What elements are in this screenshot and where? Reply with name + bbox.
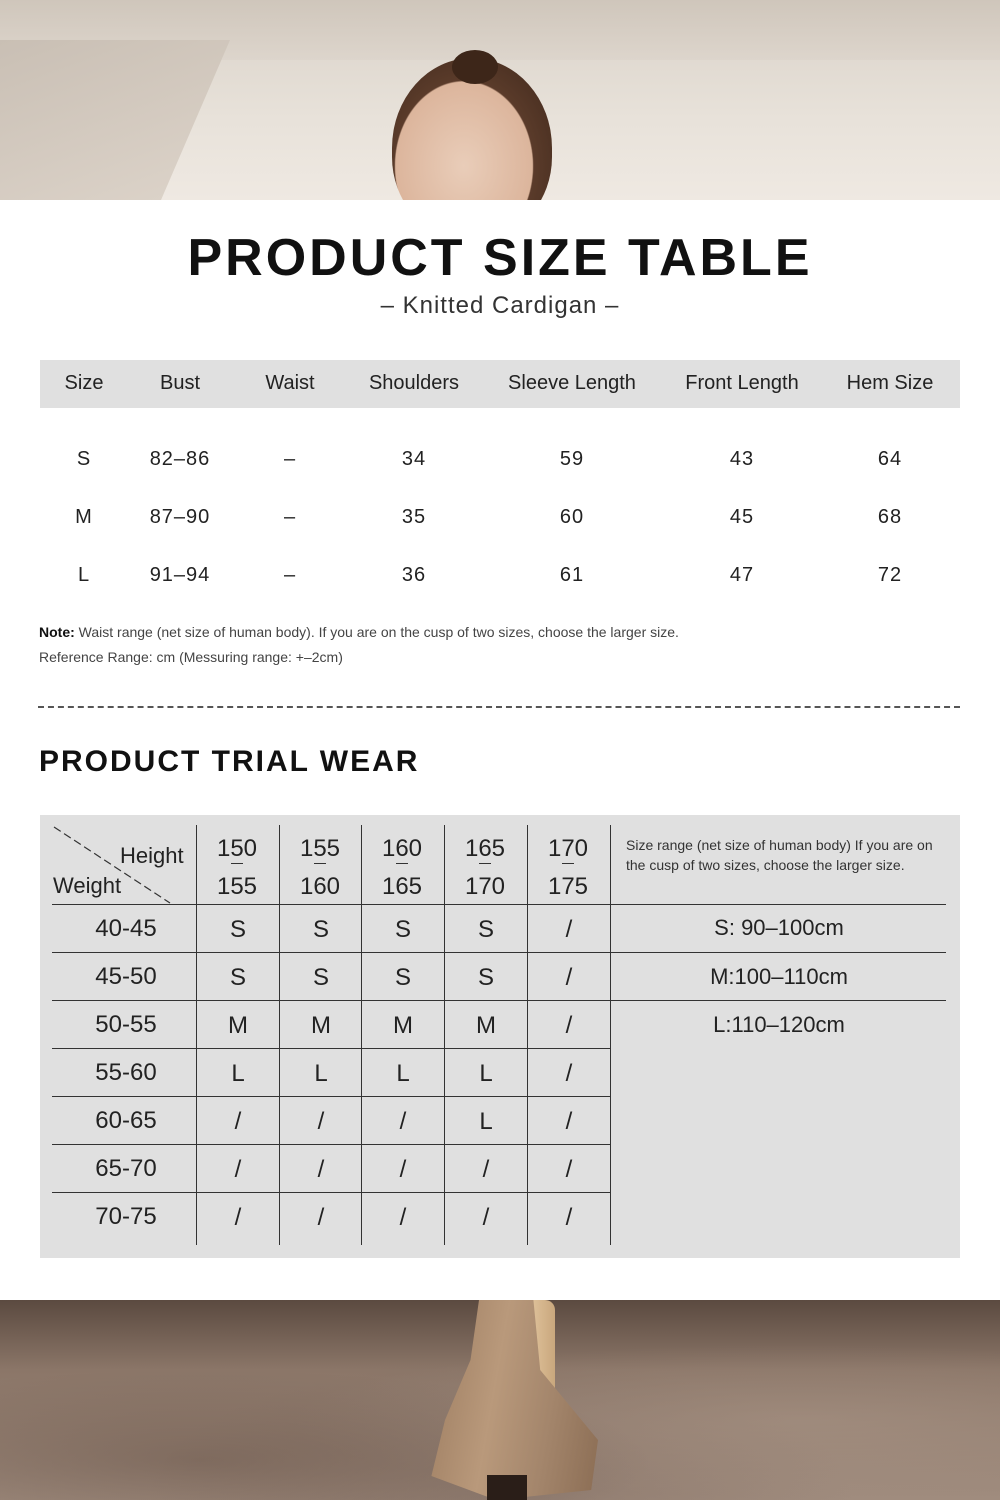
header-hem-size: Hem Size bbox=[846, 372, 934, 394]
height-dash bbox=[479, 863, 491, 864]
size-cell: S bbox=[312, 916, 329, 943]
size-cell: / bbox=[234, 1156, 242, 1183]
cell-sleeve: 61 bbox=[559, 564, 585, 586]
cell-shoulders: 36 bbox=[401, 564, 427, 586]
size-cell: L bbox=[314, 1060, 328, 1087]
size-cell: L bbox=[479, 1060, 493, 1087]
header-shoulders: Shoulders bbox=[368, 372, 460, 394]
size-cell: / bbox=[565, 1156, 573, 1183]
size-cell: M bbox=[393, 1012, 413, 1039]
size-cell: M bbox=[476, 1012, 496, 1039]
weight-label: 50-55 bbox=[95, 1011, 157, 1038]
size-cell: S bbox=[477, 916, 494, 943]
size-note bbox=[39, 624, 679, 640]
size-row-s bbox=[40, 448, 960, 476]
height-165-bottom: 170 bbox=[464, 873, 506, 900]
header-size: Size bbox=[64, 372, 104, 394]
height-150-top: 150 bbox=[216, 835, 258, 862]
size-cell: M bbox=[311, 1012, 331, 1039]
cell-front: 45 bbox=[729, 506, 755, 528]
cell-waist: – bbox=[283, 448, 297, 470]
size-cell: S bbox=[312, 964, 329, 991]
grid-hline bbox=[52, 904, 946, 905]
height-160-top: 160 bbox=[381, 835, 423, 862]
size-cell: / bbox=[565, 1060, 573, 1087]
size-cell: L bbox=[479, 1108, 493, 1135]
size-cell: / bbox=[317, 1108, 325, 1135]
cell-waist: – bbox=[283, 506, 297, 528]
range-s: S: 90–100cm bbox=[714, 915, 844, 940]
size-cell: / bbox=[317, 1156, 325, 1183]
size-table-subtitle: – Knitted Cardigan – bbox=[380, 292, 620, 319]
size-cell: S bbox=[229, 964, 246, 991]
weight-label: 70-75 bbox=[95, 1203, 157, 1230]
size-cell: / bbox=[234, 1204, 242, 1231]
grid-hline bbox=[52, 1000, 946, 1001]
header-bust: Bust bbox=[159, 372, 201, 394]
size-row-m bbox=[40, 506, 960, 534]
size-cell: / bbox=[565, 1204, 573, 1231]
cell-bust: 82–86 bbox=[149, 448, 211, 470]
range-l: L:110–120cm bbox=[713, 1012, 845, 1037]
height-dash bbox=[314, 863, 326, 864]
cell-sleeve: 60 bbox=[559, 506, 585, 528]
size-row-l bbox=[40, 564, 960, 592]
dashed-divider bbox=[38, 706, 960, 708]
size-table-title: PRODUCT SIZE TABLE bbox=[187, 229, 813, 287]
height-dash bbox=[562, 863, 574, 864]
cell-hem: 72 bbox=[877, 564, 903, 586]
reference-range: Reference Range: cm (Messuring range: +–2cm) bbox=[39, 649, 343, 665]
size-range-note: Size range (net size of human body) If you are on the cusp of two sizes, choose the larger size. bbox=[626, 837, 933, 873]
grid-hline bbox=[52, 952, 946, 953]
size-cell: / bbox=[399, 1108, 407, 1135]
cell-front: 47 bbox=[729, 564, 755, 586]
cell-waist: – bbox=[283, 564, 297, 586]
height-170-bottom: 175 bbox=[547, 873, 589, 900]
weight-label: 45-50 bbox=[95, 963, 157, 990]
grid-hline bbox=[52, 1144, 610, 1145]
grid-hline bbox=[52, 1048, 610, 1049]
note-label: Note: bbox=[39, 624, 75, 640]
size-cell: / bbox=[399, 1204, 407, 1231]
height-150-bottom: 155 bbox=[216, 873, 258, 900]
height-155-bottom: 160 bbox=[299, 873, 341, 900]
cell-sleeve: 59 bbox=[559, 448, 585, 470]
size-table-header bbox=[40, 360, 960, 408]
size-cell: / bbox=[565, 916, 573, 943]
boot-heel bbox=[487, 1475, 527, 1500]
height-155-top: 155 bbox=[299, 835, 341, 862]
weight-label: 65-70 bbox=[95, 1155, 157, 1182]
size-cell: L bbox=[396, 1060, 410, 1087]
height-160-bottom: 165 bbox=[381, 873, 423, 900]
trial-wear-title: PRODUCT TRIAL WEAR bbox=[39, 745, 420, 778]
grid-vline bbox=[610, 825, 611, 1245]
size-cell: / bbox=[234, 1108, 242, 1135]
size-cell: M bbox=[228, 1012, 248, 1039]
header-waist: Waist bbox=[265, 372, 315, 394]
header-front-length: Front Length bbox=[685, 372, 799, 394]
size-cell: / bbox=[565, 964, 573, 991]
range-m: M:100–110cm bbox=[710, 964, 848, 989]
cell-front: 43 bbox=[729, 448, 755, 470]
height-165-top: 165 bbox=[464, 835, 506, 862]
cell-shoulders: 34 bbox=[401, 448, 427, 470]
grid-hline bbox=[52, 1096, 610, 1097]
wall-corner bbox=[0, 40, 230, 200]
cell-shoulders: 35 bbox=[401, 506, 427, 528]
cell-size: M bbox=[75, 506, 93, 528]
model-hair-bun bbox=[452, 50, 498, 84]
cell-hem: 68 bbox=[877, 506, 903, 528]
size-cell: S bbox=[394, 964, 411, 991]
note-text: Waist range (net size of human body). If you are on the cusp of two sizes, choose the larger size. bbox=[74, 624, 679, 640]
header-sleeve-length: Sleeve Length bbox=[508, 372, 636, 394]
corner-weight-label: Weight bbox=[53, 873, 122, 898]
cell-bust: 91–94 bbox=[149, 564, 211, 586]
cell-hem: 64 bbox=[877, 448, 903, 470]
cell-size: S bbox=[76, 448, 92, 470]
height-dash bbox=[396, 863, 408, 864]
height-170-top: 170 bbox=[547, 835, 589, 862]
size-cell: / bbox=[565, 1012, 573, 1039]
size-cell: S bbox=[394, 916, 411, 943]
size-cell: S bbox=[229, 916, 246, 943]
weight-label: 60-65 bbox=[95, 1107, 157, 1134]
size-cell: / bbox=[482, 1156, 490, 1183]
grid-hline bbox=[52, 1192, 610, 1193]
size-cell: / bbox=[399, 1156, 407, 1183]
size-cell: L bbox=[231, 1060, 245, 1087]
trial-wear-table bbox=[40, 815, 960, 1258]
size-cell: S bbox=[477, 964, 494, 991]
size-cell: / bbox=[482, 1204, 490, 1231]
weight-label: 55-60 bbox=[95, 1059, 157, 1086]
top-model-photo bbox=[0, 0, 1000, 200]
size-cell: / bbox=[317, 1204, 325, 1231]
weight-label: 40-45 bbox=[95, 915, 157, 942]
bottom-boots-photo bbox=[0, 1300, 1000, 1500]
size-cell: / bbox=[565, 1108, 573, 1135]
cell-size: L bbox=[77, 564, 91, 586]
height-dash bbox=[231, 863, 243, 864]
cell-bust: 87–90 bbox=[149, 506, 211, 528]
corner-height-label: Height bbox=[120, 843, 184, 868]
